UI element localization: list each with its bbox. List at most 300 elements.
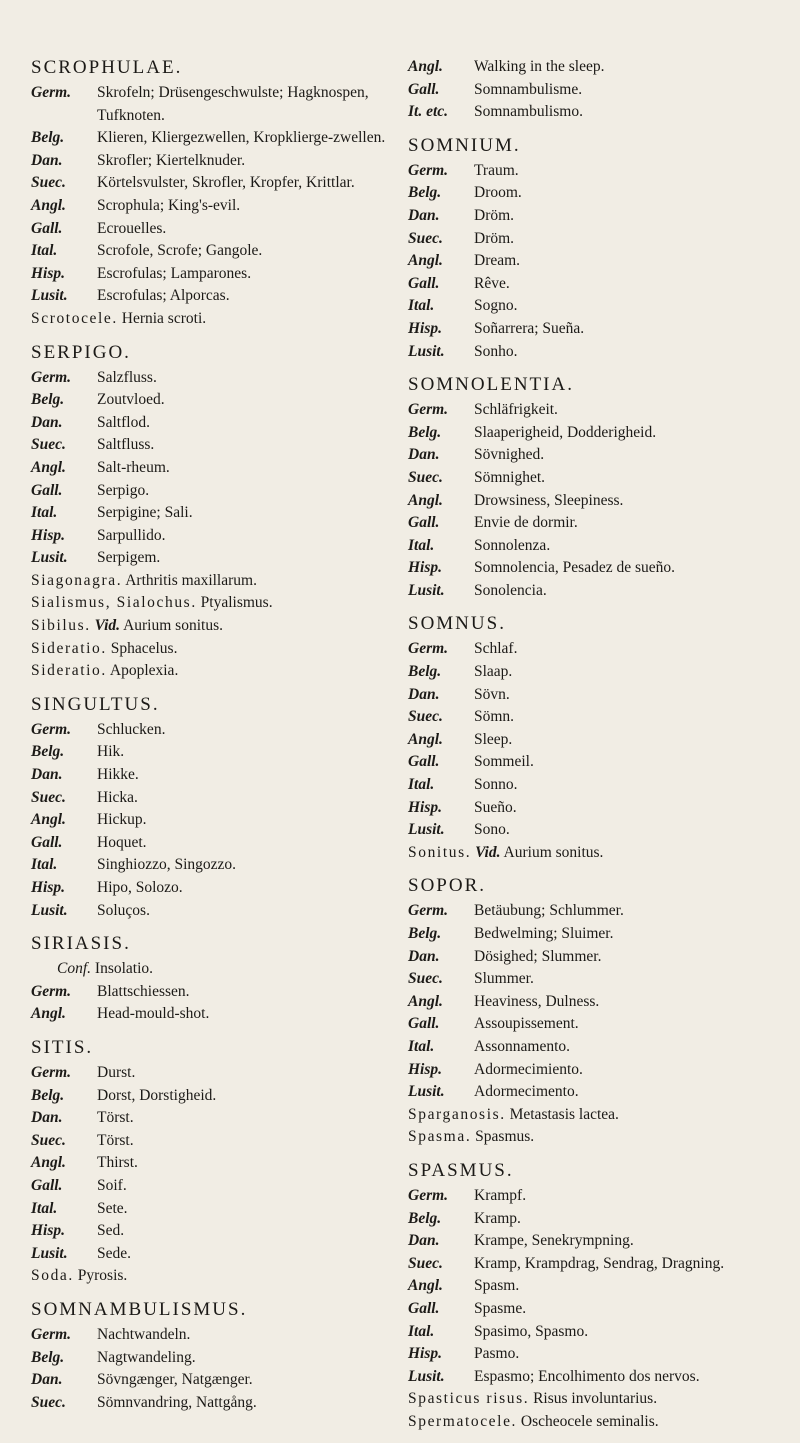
translation-text: Sarpullido.	[97, 526, 166, 544]
translation-row	[31, 82, 401, 127]
cross-reference	[408, 1104, 788, 1127]
cross-reference	[408, 1388, 788, 1411]
language-label: Ital.	[408, 1322, 435, 1340]
cross-reference-term: Spasticus risus.	[408, 1390, 530, 1408]
language-label: Hisp.	[408, 1060, 443, 1078]
translation-row	[408, 729, 788, 752]
translation-text: Sed.	[97, 1222, 125, 1240]
language-label: Germ.	[408, 161, 449, 179]
language-label: Lusit.	[408, 1367, 445, 1385]
language-label: Lusit.	[31, 901, 68, 919]
language-label: Dan.	[408, 206, 440, 224]
translation-text: Sonno.	[474, 776, 518, 794]
translation-text: Durst.	[97, 1063, 136, 1081]
language-label: Belg.	[408, 184, 442, 202]
language-label: Lusit.	[408, 581, 445, 599]
language-label: Ital.	[31, 856, 58, 874]
translation-row	[31, 172, 401, 195]
translation-row	[31, 1220, 401, 1243]
translation-text: Sonolencia.	[474, 581, 547, 599]
language-label: Germ.	[408, 401, 449, 419]
language-label: Suec.	[408, 970, 443, 988]
language-label: Dan.	[31, 151, 63, 169]
translation-text: Sete.	[97, 1199, 128, 1217]
cross-reference-term: Soda.	[31, 1267, 74, 1285]
language-label: Suec.	[31, 1393, 66, 1411]
translation-row	[31, 150, 401, 173]
language-label: Germ.	[31, 1063, 72, 1081]
language-label: Belg.	[31, 391, 65, 409]
translation-text: Sommeil.	[474, 753, 534, 771]
entry-headword: SERPIGO.	[31, 341, 131, 363]
cross-reference-target: Sphacelus.	[110, 639, 178, 657]
translation-text: Dröm.	[474, 229, 515, 247]
translation-text: Envie de dormir.	[474, 514, 578, 532]
language-label: Gall.	[31, 833, 63, 851]
translation-row	[31, 525, 401, 548]
translation-text: Assonnamento.	[474, 1037, 571, 1055]
cross-reference-term: Sideratio.	[31, 662, 107, 680]
translation-text: Betäubung; Schlummer.	[474, 902, 624, 920]
language-label: Suec.	[31, 788, 66, 806]
language-label: Germ.	[408, 1186, 449, 1204]
language-label: Angl.	[31, 1154, 66, 1172]
translation-text: Thirst.	[97, 1154, 138, 1172]
translation-row	[408, 819, 788, 842]
translation-row	[408, 1208, 788, 1231]
language-label: Lusit.	[31, 549, 68, 567]
translation-row	[408, 341, 788, 364]
translation-row	[31, 981, 401, 1004]
translation-text: Sonnolenza.	[474, 536, 551, 554]
translation-row	[31, 502, 401, 525]
translation-row	[408, 101, 788, 124]
language-label: Angl.	[408, 252, 443, 270]
entry-headword: SOMNIUM.	[408, 134, 521, 156]
translation-row	[408, 182, 788, 205]
language-label: Suec.	[408, 229, 443, 247]
language-label: Hisp.	[408, 798, 443, 816]
language-label: Dan.	[31, 1109, 63, 1127]
cross-reference-term: Sparganosis.	[408, 1105, 506, 1123]
cross-reference	[408, 1411, 788, 1434]
cross-reference	[31, 660, 401, 683]
cross-reference-term: Siagonagra.	[31, 571, 123, 589]
translation-text: Walking in the sleep.	[474, 58, 605, 75]
entry-singultus	[31, 693, 401, 922]
translation-text: Hoquet.	[97, 833, 147, 851]
language-label: Gall.	[31, 219, 63, 237]
cross-reference-term: Spasma.	[408, 1128, 472, 1146]
translation-text: Drowsiness, Sleepiness.	[474, 491, 624, 509]
translation-text: Zoutvloed.	[97, 391, 165, 409]
language-label: Belg.	[408, 423, 442, 441]
translation-row	[408, 1343, 788, 1366]
vid-label: Vid.	[475, 843, 501, 861]
language-label: Dan.	[408, 685, 440, 703]
translation-row	[31, 809, 401, 832]
language-label: Lusit.	[408, 342, 445, 360]
cross-reference-target: Oscheocele seminalis.	[520, 1412, 659, 1430]
entry-headword: SINGULTUS.	[31, 693, 160, 715]
language-label: It. etc.	[408, 103, 449, 121]
language-label: Belg.	[408, 925, 442, 942]
language-label: Belg.	[31, 1086, 65, 1104]
translation-row	[408, 205, 788, 228]
translation-row	[31, 389, 401, 412]
language-label: Angl.	[31, 811, 66, 829]
translation-text: Schlaf.	[474, 640, 518, 658]
language-label: Hisp.	[31, 526, 66, 544]
translation-text: Adormecimiento.	[474, 1060, 583, 1078]
translation-row	[31, 1392, 401, 1415]
translation-row	[408, 1185, 788, 1208]
translation-row	[408, 580, 788, 603]
translation-row	[408, 1321, 788, 1344]
language-label: Suec.	[408, 708, 443, 726]
translation-text: Krampe, Senekrympning.	[474, 1232, 634, 1250]
language-label: Hisp.	[31, 1222, 66, 1240]
translation-text: Somnolencia, Pesadez de sueño.	[474, 559, 676, 577]
cross-reference	[31, 592, 401, 615]
language-label: Suec.	[31, 1131, 66, 1149]
translation-text: Rêve.	[474, 274, 510, 292]
entry-sopor	[408, 874, 788, 1149]
translation-text: Soif.	[97, 1176, 127, 1194]
translation-text: Escrofulas; Alporcas.	[97, 287, 230, 305]
language-label: Dan.	[408, 947, 440, 965]
translation-row	[31, 457, 401, 480]
translation-row	[408, 1366, 788, 1389]
translation-row	[408, 1230, 788, 1253]
language-label: Angl.	[31, 458, 66, 476]
translation-text: Törst.	[97, 1131, 134, 1149]
translation-row	[31, 1324, 401, 1347]
translation-text: Saltfluss.	[97, 436, 155, 454]
translation-row	[31, 1062, 401, 1085]
language-label: Belg.	[408, 1209, 442, 1227]
vid-label: Vid.	[94, 617, 121, 635]
translation-row	[408, 490, 788, 513]
cross-reference-target: Aurium sonitus.	[503, 843, 604, 861]
translation-text: Heaviness, Dulness.	[474, 992, 600, 1010]
entry-serpigo	[31, 341, 401, 683]
language-label: Dan.	[408, 1232, 440, 1250]
language-label: Angl.	[31, 196, 66, 214]
translation-text: Droom.	[474, 184, 522, 202]
entry-somnambulismus	[31, 1298, 401, 1414]
translation-text: Sövnighed.	[474, 446, 545, 464]
language-label: Gall.	[408, 1015, 440, 1033]
translation-text: Törst.	[97, 1109, 134, 1127]
translation-text: Spasm.	[474, 1277, 520, 1295]
translation-row	[31, 741, 401, 764]
cross-reference-term: Scrotocele.	[31, 309, 118, 327]
language-label: Ital.	[408, 297, 435, 315]
translation-row	[408, 250, 788, 273]
translation-text: Spasme.	[474, 1299, 527, 1317]
language-label: Germ.	[31, 982, 72, 1000]
entry-headword: SIRIASIS.	[31, 933, 131, 955]
conf-reference	[31, 958, 401, 981]
language-label: Hisp.	[408, 1345, 443, 1363]
translation-text: Salzfluss.	[97, 368, 157, 386]
language-label: Angl.	[408, 730, 443, 748]
translation-text: Adormecimento.	[474, 1083, 579, 1101]
translation-row	[31, 832, 401, 855]
translation-row	[31, 1085, 401, 1108]
translation-text: Schlucken.	[97, 720, 166, 738]
translation-row	[408, 638, 788, 661]
translation-text: Pasmo.	[474, 1345, 520, 1363]
translation-row	[31, 240, 401, 263]
translation-text: Slaaperigheid, Dodderigheid.	[474, 423, 657, 441]
translation-text: Soluços.	[97, 901, 150, 919]
translation-row	[408, 318, 788, 341]
translation-row	[31, 1347, 401, 1370]
translation-row	[408, 991, 788, 1014]
translation-text: Sömn.	[474, 708, 515, 726]
translation-text: Assoupissement.	[474, 1015, 579, 1033]
language-label: Hisp.	[31, 264, 66, 282]
language-label: Lusit.	[408, 1083, 445, 1101]
conf-label: Conf.	[57, 960, 92, 978]
translation-text: Blattschiessen.	[97, 982, 190, 1000]
language-label: Gall.	[408, 1299, 440, 1317]
entry-headword: SOPOR.	[408, 875, 486, 897]
translation-row	[31, 547, 401, 570]
translation-text: Skrofler; Kiertelknuder.	[97, 151, 246, 169]
language-label: Belg.	[31, 743, 65, 761]
cross-reference-target: Apoplexia.	[109, 662, 179, 680]
translation-row	[31, 218, 401, 241]
translation-row	[408, 467, 788, 490]
cross-reference-target: Risus involuntarius.	[533, 1390, 658, 1408]
cross-reference	[408, 1126, 788, 1149]
translation-row	[408, 1081, 788, 1104]
translation-text: Sonho.	[474, 342, 518, 360]
translation-text: Hikke.	[97, 766, 139, 784]
translation-text: Krampf.	[474, 1186, 527, 1204]
entry-headword: SOMNUS.	[408, 613, 506, 635]
translation-row	[31, 1003, 401, 1026]
cross-reference-target: Arthritis maxillarum.	[125, 571, 257, 589]
language-label: Germ.	[31, 1325, 72, 1343]
translation-text: Scrofole, Scrofe; Gangole.	[97, 242, 263, 260]
language-label: Germ.	[408, 640, 449, 658]
left-column	[31, 56, 401, 1424]
translation-text: Ecrouelles.	[97, 219, 167, 237]
translation-text: Salt-rheum.	[97, 458, 170, 476]
cross-reference-target: Pyrosis.	[77, 1267, 128, 1285]
language-label: Gall.	[31, 481, 63, 499]
language-label: Germ.	[31, 368, 72, 386]
translation-text: Serpigem.	[97, 549, 161, 567]
entry-headword: SCROPHULAE.	[31, 57, 183, 78]
translation-row	[31, 434, 401, 457]
cross-reference	[31, 1265, 401, 1288]
translation-text: Dorst, Dorstigheid.	[97, 1086, 217, 1104]
language-label: Angl.	[408, 1277, 443, 1295]
translation-text: Escrofulas; Lamparones.	[97, 264, 252, 282]
language-label: Gall.	[408, 514, 440, 532]
translation-row	[408, 444, 788, 467]
translation-row	[31, 127, 401, 150]
language-label: Lusit.	[31, 287, 68, 305]
translation-text: Hickup.	[97, 811, 147, 829]
cross-reference	[31, 615, 401, 638]
translation-row	[31, 1130, 401, 1153]
translation-text: Sleep.	[474, 730, 513, 748]
translation-row	[31, 719, 401, 742]
language-label: Belg.	[31, 1348, 65, 1366]
cross-reference	[408, 842, 788, 865]
language-label: Dan.	[31, 766, 63, 784]
translation-text: Singhiozzo, Singozzo.	[97, 856, 237, 874]
cross-reference-term: Spermatocele.	[408, 1412, 518, 1430]
translation-text: Nagtwandeling.	[97, 1348, 196, 1366]
translation-row	[31, 787, 401, 810]
translation-row	[408, 160, 788, 183]
conf-text: Insolatio.	[94, 960, 154, 978]
translation-row	[408, 79, 788, 102]
translation-row	[408, 1298, 788, 1321]
language-label: Gall.	[31, 1176, 63, 1194]
language-label: Ital.	[31, 242, 58, 260]
language-label: Lusit.	[408, 821, 445, 839]
entry-scrophulae	[31, 56, 401, 331]
language-label: Suec.	[408, 1254, 443, 1272]
translation-row	[31, 900, 401, 923]
translation-row	[408, 512, 788, 535]
translation-row	[31, 285, 401, 308]
language-label: Gall.	[408, 274, 440, 292]
language-label: Dan.	[408, 446, 440, 464]
translation-text: Dösighed; Slummer.	[474, 947, 602, 965]
language-label: Suec.	[408, 468, 443, 486]
entry-siriasis	[31, 932, 401, 1026]
translation-row	[408, 557, 788, 580]
language-label: Germ.	[31, 720, 72, 738]
language-label: Ital.	[31, 504, 58, 522]
entry-somnambulismus-cont	[408, 56, 788, 124]
language-label: Ital.	[408, 536, 435, 554]
translation-text: Traum.	[474, 161, 519, 179]
translation-text: Slummer.	[474, 970, 534, 988]
translation-row	[408, 684, 788, 707]
translation-row	[31, 1175, 401, 1198]
translation-row	[31, 764, 401, 787]
cross-reference	[31, 570, 401, 593]
cross-reference	[31, 308, 401, 331]
translation-row	[31, 1369, 401, 1392]
translation-text: Hipo, Solozo.	[97, 879, 183, 896]
translation-row	[31, 1107, 401, 1130]
translation-text: Espasmo; Encolhimento dos nervos.	[474, 1367, 700, 1385]
translation-row	[408, 228, 788, 251]
translation-row	[31, 1243, 401, 1266]
translation-row	[408, 295, 788, 318]
entry-sitis	[31, 1036, 401, 1288]
translation-row	[408, 1275, 788, 1298]
translation-text: Kramp.	[474, 1209, 521, 1227]
language-label: Hisp.	[31, 879, 66, 896]
cross-reference-target: Spasmus.	[475, 1128, 535, 1146]
language-label: Dan.	[31, 1371, 63, 1389]
language-label: Suec.	[31, 174, 66, 192]
translation-text: Soñarrera; Sueña.	[474, 319, 585, 337]
translation-row	[31, 1152, 401, 1175]
translation-row	[31, 854, 401, 877]
translation-row	[408, 797, 788, 820]
translation-row	[31, 480, 401, 503]
translation-text: Sövn.	[474, 685, 510, 703]
language-label: Angl.	[408, 992, 443, 1010]
language-label: Dan.	[31, 413, 63, 431]
language-label: Angl.	[408, 58, 443, 75]
translation-row	[408, 399, 788, 422]
entry-somnolentia	[408, 373, 788, 602]
cross-reference-target: Ptyalismus.	[200, 594, 273, 612]
translation-row	[31, 195, 401, 218]
language-label: Gall.	[408, 753, 440, 771]
language-label: Ital.	[408, 1037, 435, 1055]
translation-row	[408, 535, 788, 558]
language-label: Hisp.	[408, 319, 443, 337]
language-label: Hisp.	[408, 559, 443, 577]
cross-reference-term: Sialismus, Sialochus.	[31, 594, 197, 612]
translation-row	[408, 706, 788, 729]
translation-text: Somnambulisme.	[474, 80, 583, 98]
translation-row	[408, 1036, 788, 1059]
translation-row	[408, 273, 788, 296]
translation-text: Sogno.	[474, 297, 518, 315]
translation-text: Hicka.	[97, 788, 138, 806]
translation-text: Sueño.	[474, 798, 517, 816]
translation-row	[408, 56, 788, 79]
translation-text: Serpigine; Sali.	[97, 504, 193, 522]
cross-reference-term: Sideratio.	[31, 639, 107, 657]
translation-row	[408, 661, 788, 684]
entry-spasmus	[408, 1159, 788, 1434]
translation-row	[408, 1059, 788, 1082]
language-label: Germ.	[408, 902, 449, 920]
translation-text: Bedwelming; Sluimer.	[474, 925, 614, 942]
entry-headword: SPASMUS.	[408, 1159, 514, 1181]
cross-reference-target: Hernia scroti.	[121, 309, 207, 327]
translation-text: Körtelsvulster, Skrofler, Kropfer, Krittlar.	[97, 174, 355, 192]
translation-text: Saltflod.	[97, 413, 150, 431]
entry-headword: SOMNAMBULISMUS.	[31, 1298, 248, 1320]
translation-text: Schläfrigkeit.	[474, 401, 558, 419]
translation-text: Slaap.	[474, 663, 513, 681]
language-label: Angl.	[408, 491, 443, 509]
translation-text: Sede.	[97, 1244, 132, 1262]
translation-row	[31, 1198, 401, 1221]
translation-text: Klieren, Kliergezwellen, Kropklierge-zwellen.	[97, 129, 386, 147]
translation-row	[408, 774, 788, 797]
translation-row	[408, 946, 788, 969]
language-label: Lusit.	[31, 1244, 68, 1262]
translation-row	[408, 1253, 788, 1276]
language-label: Gall.	[408, 80, 440, 98]
entry-somnus	[408, 612, 788, 864]
entry-headword: SOMNOLENTIA.	[408, 374, 574, 396]
translation-text: Scrophula; King's-evil.	[97, 196, 241, 214]
translation-row	[408, 968, 788, 991]
language-label: Ital.	[31, 1199, 58, 1217]
language-label: Belg.	[31, 129, 65, 147]
